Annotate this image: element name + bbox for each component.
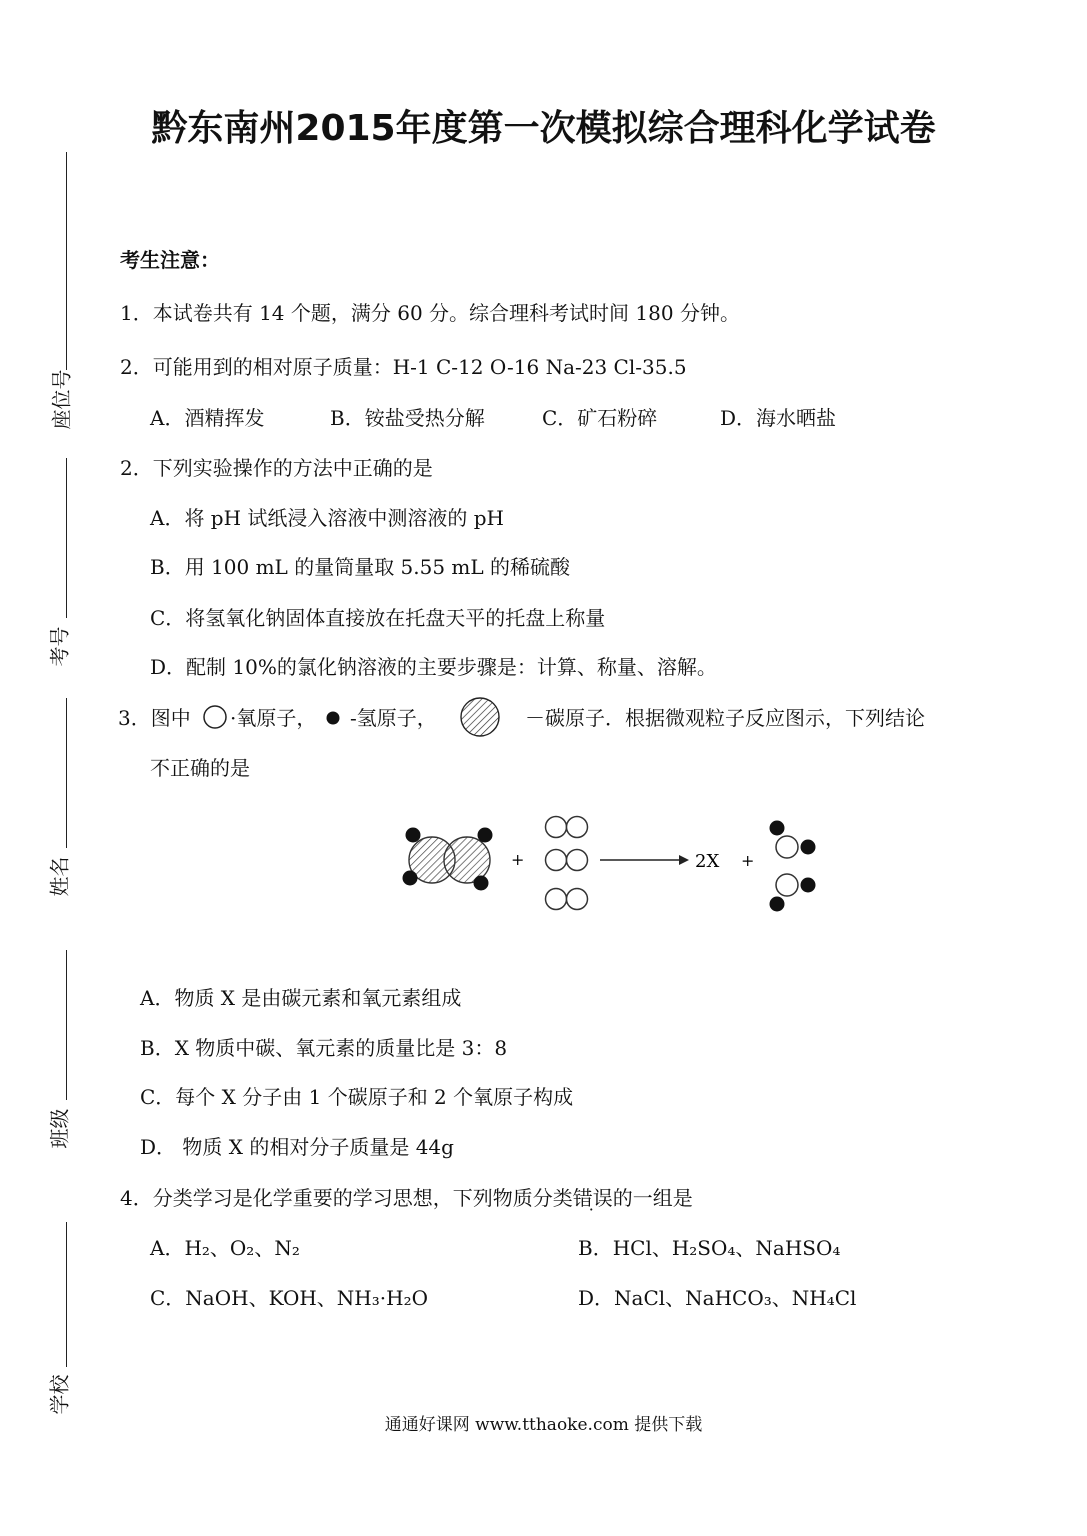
q3-stem-2: 不正确的是 (150, 756, 250, 780)
plus-sign-2: + (741, 851, 755, 870)
q2-option-b: B．用 100 mL 的量筒量取 5.55 mL 的稀硫酸 (150, 555, 571, 579)
water-molecules (770, 821, 816, 912)
margin-label-name: 姓名 (47, 856, 72, 897)
footer-source: 通通好课网 www.tthaoke.com 提供下载 (384, 1415, 703, 1435)
reaction-arrow (600, 855, 689, 865)
q3-carbon-label: －碳原子．根据微观粒子反应图示，下列结论 (525, 706, 925, 730)
q1-option-d: D．海水晒盐 (720, 406, 837, 430)
q4-option-c: C．NaOH、KOH、NH₃·H₂O (150, 1286, 428, 1310)
q1-option-a: A．酒精挥发 (150, 406, 265, 430)
carbon-atom-icon (456, 696, 504, 738)
q1-option-c: C．矿石粉碎 (542, 406, 658, 430)
q2-option-c: C．将氢氧化钠固体直接放在托盘天平的托盘上称量 (150, 606, 606, 630)
q2-stem: 2．下列实验操作的方法中正确的是 (120, 456, 433, 480)
margin-label-class: 班级 (47, 1108, 72, 1149)
product-2x: 2X (695, 851, 720, 872)
note-1: 1．本试卷共有 14 个题，满分 60 分。综合理科考试时间 180 分钟。 (120, 301, 740, 325)
q4-option-d: D．NaCl、NaHCO₃、NH₄Cl (578, 1286, 857, 1310)
ethylene-molecule (403, 828, 493, 891)
reaction-diagram (395, 810, 835, 920)
q4-stem-post: 的一组是 (612, 1186, 693, 1210)
q3-prefix: 3．图中 (118, 706, 191, 730)
q3-hydrogen-label: -氢原子， (350, 706, 437, 730)
q4-option-b: B．HCl、H₂SO₄、NaHSO₄ (578, 1236, 841, 1260)
hydrogen-atom-icon (324, 709, 342, 727)
q3-option-d: D． 物质 X 的相对分子质量是 44g (140, 1135, 454, 1159)
q3-option-c: C．每个 X 分子由 1 个碳原子和 2 个氧原子构成 (140, 1085, 574, 1109)
margin-line-class (66, 950, 67, 1100)
margin-label-school: 学校 (47, 1374, 72, 1415)
q4-stem-emphasis: 错误 (572, 1186, 613, 1210)
exam-title: 黔东南州2015年度第一次模拟综合理科化学试卷 (151, 108, 936, 149)
q3-option-a: A．物质 X 是由碳元素和氧元素组成 (140, 986, 462, 1010)
q1-option-b: B．铵盐受热分解 (330, 406, 485, 430)
notice-heading: 考生注意： (120, 248, 220, 272)
margin-line-school (66, 1222, 67, 1367)
margin-line-name (66, 698, 67, 848)
q4-stem-pre: 4．分类学习是化学重要的学习思想，下列物质分类 (120, 1186, 573, 1210)
q4-stem (120, 1182, 693, 1211)
margin-line-seat (66, 152, 67, 370)
margin-label-seat: 座位号 (49, 369, 74, 430)
q3-oxygen-label: ·氧原子， (230, 706, 317, 730)
q2-option-a: A．将 pH 试纸浸入溶液中测溶液的 pH (150, 506, 505, 530)
margin-line-exam-no (66, 458, 67, 618)
q3-option-b: B．X 物质中碳、氧元素的质量比是 3：8 (140, 1036, 508, 1060)
note-2: 2．可能用到的相对原子质量：H-1 C-12 O-16 Na-23 Cl-35.5 (120, 355, 687, 379)
oxygen-molecules (546, 817, 588, 910)
margin-label-exam-no: 考号 (47, 626, 72, 667)
q4-option-a: A．H₂、O₂、N₂ (150, 1236, 300, 1260)
oxygen-atom-icon (201, 703, 229, 731)
q2-option-d: D．配制 10%的氯化钠溶液的主要步骤是：计算、称量、溶解。 (150, 655, 717, 679)
plus-sign-1: + (511, 850, 525, 869)
